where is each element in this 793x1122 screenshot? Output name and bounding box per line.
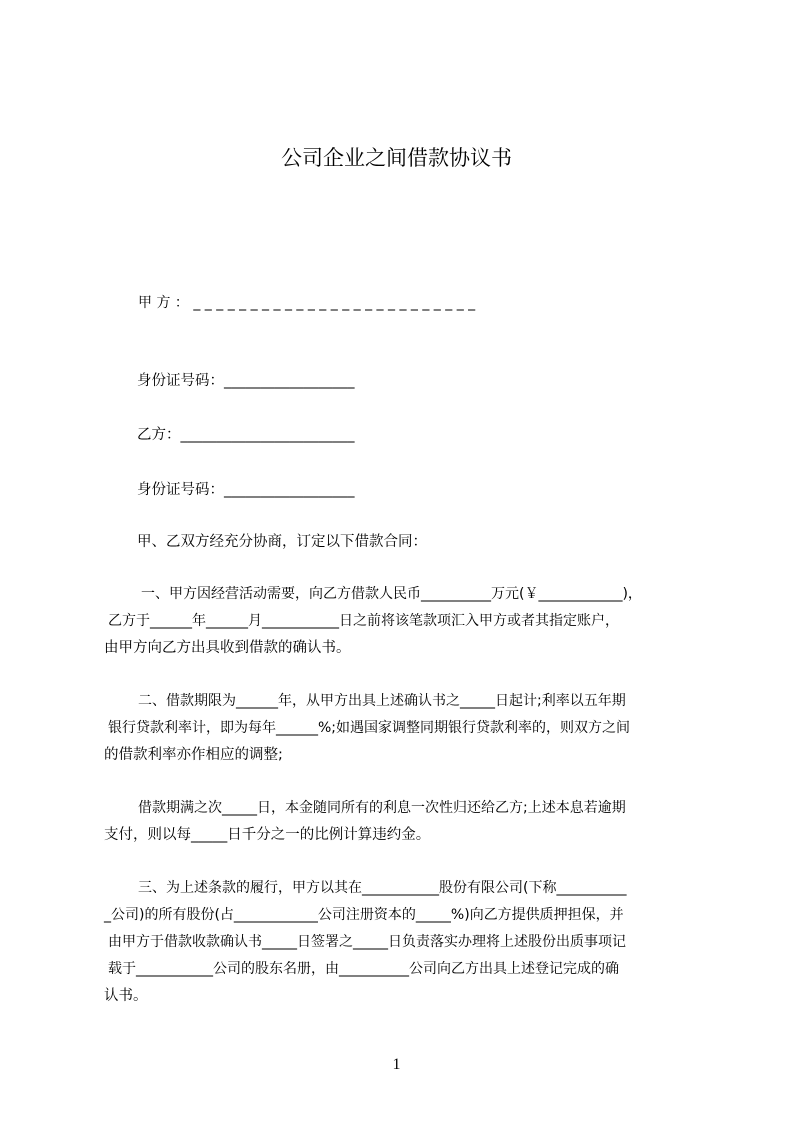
clause-3-line: 认书。 — [104, 988, 148, 1004]
party-a-id-line: 身份证号码：__________________ — [137, 373, 355, 389]
clause-2b-line: 借款期满之次_____日，本金随同所有的利息一次性归还给乙方;上述本息若逾期 — [138, 800, 626, 816]
page-number: 1 — [392, 1056, 401, 1073]
party-b-id-line: 身份证号码：__________________ — [137, 482, 355, 498]
clause-1-line: 由甲方向乙方出具收到借款的确认书。 — [104, 640, 351, 656]
document-title: 公司企业之间借款协议书 — [281, 146, 512, 170]
clause-2-line: 的借款利率亦作相应的调整; — [104, 747, 283, 763]
party-a-line: 甲 方 ： _ _ _ _ _ _ _ _ _ _ _ _ _ _ _ _ _ _ _ _ _ _ _ _ _ — [138, 295, 476, 311]
clause-3-line: 载于___________公司的股东名册，由__________公司向乙方出具上述登记完成的确 — [108, 961, 619, 977]
clause-1-line: 一、甲方因经营活动需要，向乙方借款人民币__________万元(￥____________)， — [141, 586, 642, 602]
clause-2-line: 银行贷款利率计，即为每年______%;如遇国家调整同期银行贷款利率的，则双方之间 — [108, 720, 631, 736]
clause-3-line: 由甲方于借款收款确认书_____日签署之_____日负责落实办理将上述股份出质事项记 — [108, 934, 626, 950]
clause-1-line: 乙方于______年______月___________日之前将该笔款项汇入甲方或者其指定账户， — [108, 613, 619, 629]
intro-paragraph: 甲、乙双方经充分协商，订定以下借款合同： — [137, 534, 427, 550]
clause-3-line: 三、为上述条款的履行，甲方以其在___________股份有限公司(下称__________ — [138, 880, 627, 896]
clause-2-line: 二、借款期限为______年，从甲方出具上述确认书之_____日起计;利率以五年期 — [138, 693, 626, 709]
clause-3-line: _公司)的所有股份(占____________公司注册资本的_____%)向乙方提供质押担保，并 — [104, 907, 624, 923]
party-b-line: 乙方：________________________ — [137, 427, 355, 443]
clause-2b-line: 支付，则以每_____日千分之一的比例计算违约金。 — [104, 827, 431, 843]
